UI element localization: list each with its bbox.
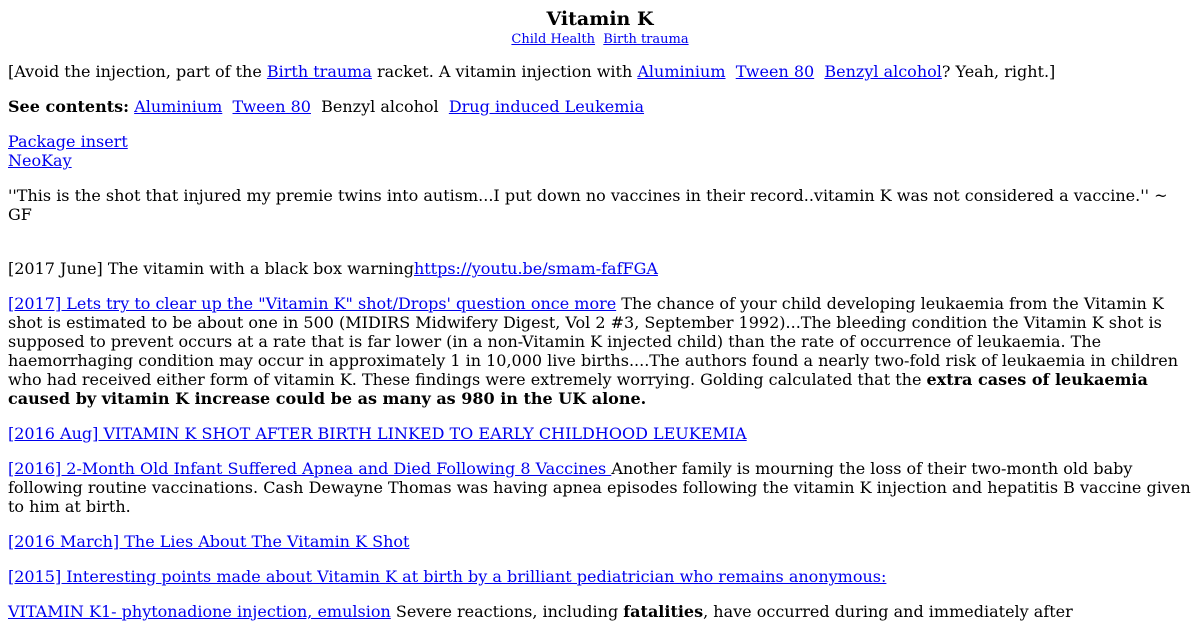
intro-close-text: ? Yeah, right.] [941, 62, 1056, 81]
entry-2017-june-video-link[interactable]: https://youtu.be/smam-fafFGA [413, 259, 658, 278]
intro-link-aluminium[interactable]: Aluminium [637, 62, 726, 81]
entry-vitamin-k1-link[interactable]: VITAMIN K1- phytonadione injection, emulsion [8, 602, 391, 621]
entry-vitamin-k1-text-b: , have occurred during and immediately after [703, 602, 1073, 621]
neokay-link[interactable]: NeoKay [8, 151, 72, 170]
entry-2016-march [8, 532, 1192, 551]
entry-2017-vitamin-k-text: The chance of your child developing leukaemia from the Vitamin K shot is estimated to be about one in 500 (MIDIRS Midwifery Digest, Vol 2 #3, September 1992)...The bleeding condition the Vitamin K shot is supposed to prevent occurs at a rate that is far lower (in a non-Vitamin K injected child) than the rate of occurrence of leukaemia. The haemorrhaging condition may occur in approximately 1 in 10,000 live births....The authors found a nearly two-fold risk of leukaemia in children who had received either form of vitamin K. These findings were extremely worrying. Golding calculated that the [8, 294, 1179, 389]
intro-link-birth-trauma[interactable]: Birth trauma [266, 62, 372, 81]
page [0, 8, 1200, 621]
entry-vitamin-k1-bold: fatalities [623, 602, 704, 621]
intro-link-benzyl-alcohol[interactable]: Benzyl alcohol [824, 62, 942, 81]
intro-mid-text: racket. A vitamin injection with [371, 62, 638, 81]
nav-link-child-health[interactable]: Child Health [511, 32, 596, 47]
entry-vitamin-k1-text-a: Severe reactions, including [390, 602, 624, 621]
intro-link-tween-80[interactable]: Tween 80 [735, 62, 815, 81]
quote-paragraph: ''This is the shot that injured my premie twins into autism...I put down no vaccines in their record..vitamin K was not considered a vaccine.'' ~ GF [8, 186, 1168, 224]
package-insert-link[interactable]: Package insert [8, 132, 128, 151]
top-nav [8, 32, 1192, 48]
contents-benzyl-alcohol: Benzyl alcohol [321, 97, 439, 116]
entry-2017-june [8, 259, 1192, 278]
entry-2016-apnea-text: Another family is mourning the loss of their two-month old baby following routine vaccinations. Cash Dewayne Thomas was having apnea episodes following the vitamin K injection and hepatitis B vaccine given to him at birth. [8, 459, 1191, 516]
contents-line [8, 97, 1192, 116]
entry-vitamin-k1 [8, 602, 1192, 621]
entry-2016-apnea-link[interactable]: [2016] 2-Month Old Infant Suffered Apnea and Died Following 8 Vaccines [8, 459, 612, 478]
package-insert-row [8, 132, 1192, 151]
entry-2016-apnea [8, 459, 1192, 516]
entry-2015-link[interactable]: [2015] Interesting points made about Vitamin K at birth by a brilliant pediatrician who remains anonymous: [8, 567, 887, 586]
entry-2015 [8, 567, 1192, 586]
contents-link-aluminium[interactable]: Aluminium [134, 97, 223, 116]
entry-2017-vitamin-k [8, 294, 1192, 408]
contents-label: See contents: [8, 97, 130, 116]
intro-open-text: [Avoid the injection, part of the [8, 62, 267, 81]
contents-link-drug-induced-leukemia[interactable]: Drug induced Leukemia [448, 97, 645, 116]
nav-link-birth-trauma[interactable]: Birth trauma [603, 32, 689, 47]
entry-2017-vitamin-k-bold: extra cases of leukaemia caused by vitamin K increase could be as many as 980 in the UK alone. [8, 370, 1148, 408]
entry-2017-vitamin-k-link[interactable]: [2017] Lets try to clear up the "Vitamin K" shot/Drops' question once more [8, 294, 617, 313]
neokay-row [8, 151, 1192, 170]
intro-paragraph [8, 62, 1192, 81]
contents-link-tween-80[interactable]: Tween 80 [232, 97, 311, 116]
entry-2016-aug [8, 424, 1192, 443]
page-title: Vitamin K [546, 8, 654, 30]
entry-2016-aug-link[interactable]: [2016 Aug] VITAMIN K SHOT AFTER BIRTH LINKED TO EARLY CHILDHOOD LEUKEMIA [8, 424, 747, 443]
entry-2016-march-link[interactable]: [2016 March] The Lies About The Vitamin K Shot [8, 532, 410, 551]
entry-2017-june-text: [2017 June] The vitamin with a black box warning [8, 259, 414, 278]
